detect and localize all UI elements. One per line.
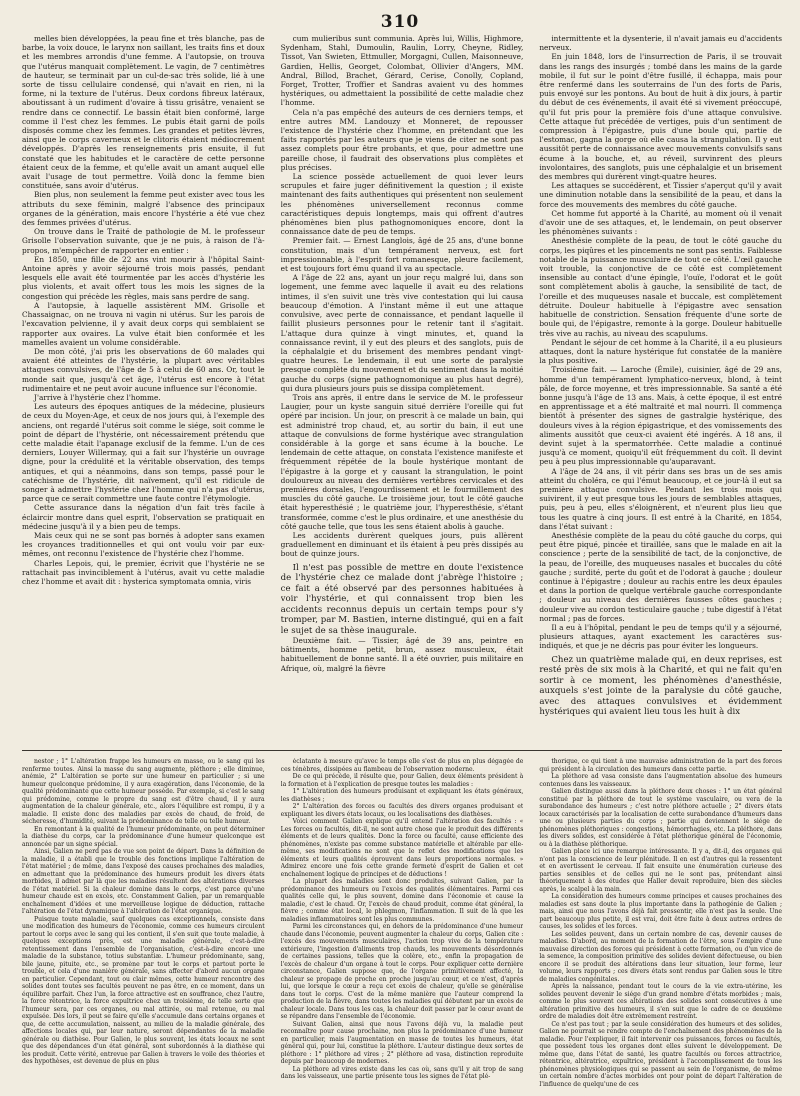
paragraph: Les accidents durèrent quelques jours, puis allèrent graduellement en diminuant et ils étaient à peu près dissipés au bout de quinze jours. — [280, 530, 524, 559]
paragraph: Anesthésie complète de la peau du côté gauche du corps, qui peut être piqué, pincée et tiraillée, sans que le malade en ait la conscience ; perte de la sensibilité de tact, de la conjonctive, de la peau, de l'oreille, des muqueuses nasales et buccales du côté gauche ; surdité, perte du goût et de l'odorat à gauche ; douleur continue à l'épigastre ; douleur au rachis entre les deux épaules et dans la portion de quelque vertébrale gauche correspondante ; douleur au niveau des dernières fausses côtes gauches ; douleur vive au cordon testiculaire gauche ; tube digestif à l'état normal ; pas de forces. — [539, 530, 782, 623]
paragraph: 2° L'altération des forces ou facultés des divers organes produisant et expliquant les divers états locaux, ou les localisations des diathèses. — [280, 803, 524, 818]
paragraph: Pendant le séjour de cet homme à la Charité, il a eu plusieurs attaques, dont la nature hystérique fut constatée de la manière la plus positive. — [539, 337, 782, 366]
paragraph: Cela n'a pas empêché des auteurs de ces derniers temps, et entre autres MM. Landouzy et Monneret, de repousser l'existence de l'hystérie chez l'homme, en prétendant que les faits rapportés par les auteurs que je viens de citer ne sont pas assez complets pour être probants, et que, pour admettre une pareille chose, il faudrait des observations plus complètes et plus précises. — [280, 107, 524, 172]
paragraph: Cette assurance dans la négation d'un fait très facile à éclaircir montre dans quel esprit, l'observation se pratiquait en médecine jusqu'à il y a bien peu de temps. — [22, 503, 265, 531]
paragraph: Les attaques se succédèrent, et Tissier s'aperçut qu'il y avait une diminution notable dans la sensibilité de la peau, et dans la force des mouvements des membres du côté gauche. — [539, 181, 782, 209]
paragraph: En juin 1848, lors de l'insurrection de Paris, il se trouvait dans les rangs des insurgés ; tombé dans les mains de la garde mobile, il fut sur le point d'être fusillé, il échappa, mais pour être renfermé dans les souterrains de l'un des forts de Paris, puis envoyé sur les pontons. Au bout de huit à dix jours, à partir du début de ces événements, il avait été si vivement préoccupé, qu'il fut pris pour la première fois d'une attaque convulsive. Cette attaque fut précédée de vertiges, puis d'un sentiment de compression à l'épigastre, puis d'une boule qui, partie de l'estomac, gagna la gorge où elle causa la strangulation. Il y eut aussitôt perte de connaissance avec mouvements convulsifs sans écume à la bouche, et, au réveil, survinrent des pleurs involontaires, des sanglots, puis une céphalalgie et un brisement des membres qui durèrent vingt-quatre heures. — [539, 52, 782, 182]
paragraph: Trois ans après, il entre dans le service de M. le professeur Laugier, pour un kyste sanguin situé derrière l'oreille qui fut opéré par incision. Un jour, on prescrit à ce malade un bain, qui est administré trop chaud, et, au sortir du bain, il eut une attaque de convulsions de forme hystérique avec strangulation considérable à la gorge et sans écume à la bouche. Le lendemain de cette attaque, on constata l'existence manifeste et fréquemment répétée de la boule hystérique montant de l'épigastre à la gorge et y causant la strangulation, le point douloureux au niveau des dernières vertèbres cervicales et des premières dorsales, l'engourdissement et le fourmillement des muscles du côté gauche. Le troisième jour, tout le côté gauche était hyperesthésié ; le quatrième jour, l'hyperesthésie, s'étant transformée, comme c'est le plus ordinaire, et une anesthésie du côté gauche telle, que tous les sens étaient abolis à gauche. — [280, 392, 524, 531]
paragraph: Puisque toute maladie, sauf quelques cas exceptionnels, consiste dans une modification des humeurs de l'économie, comme ces humeurs circulent partout le corps avec le sang qui les contient, il s'en suit que toute maladie, à quelques exceptions près, est une maladie générale, c'est-à-dire retentissement dans l'ensemble de l'organisation, c'est-à-dire encore une maladie de la substance, totius substantiæ. L'humeur prédominante, sang, bile jaune, pituite, etc., se promène par tout le corps et partout porte le trouble, et cela d'une manière générale, sans affecter d'abord aucun organe en particulier. Cependant, tout ou clair mêmes, cette humeur rencontre des solides dont toutes ses facultés peuvent ne pas être, en ce moment, dans un équilibre parfait. Chez l'un, la force attractive est en souffrance, chez l'autre, la force rétentrice, la force expultrice chez un troisième, de telle sorte que l'humeur sera, par ces organes, ou mal attirée, ou mal retenue, ou mal expulsée. Dès lors, il peut se faire qu'elle s'accumule dans certains organes et que, de cette accumulation, naissent, au milieu de la maladie générale, des affections locales qui, par leur nature, seront dépendantes de la maladie générale ou diathèse. Pour Galien, le plus souvent, les états locaux ne sont que des dépendances d'un état général, sont subordonnés à la diathèse qui les produit. Cette vérité, entrevue par Galien à travers le voile des théories et des hypothèses, est devenue de plus en plus — [22, 915, 265, 1065]
main-column-1 — [22, 34, 265, 746]
feuilleton-separator-rule — [22, 750, 782, 751]
paragraph: Les solides peuvent, dans un certain nombre de cas, devenir causes de maladies. D'abord, au moment de la formation de l'être, sous l'empire d'une mauvaise direction des forces qui président à cette formation, ou d'un vice de la semence, la composition primitive des solides devient défectueuse, ou bien encore il se produit des altérations dans leur situation, leur forme, leur volume, leurs rapports ; ces divers états sont rendus par Galien sous le titre de maladies congénitales. — [539, 930, 782, 983]
paragraph: Galien distingue aussi dans la pléthore deux choses : 1° un état général constitué par la pléthore de tout le système vasculaire, ou vera de la surabondance des humeurs ; c'est notre pléthore actuelle ; 2° divers états locaux caractérisés par la localisation de cette surabondance d'humeurs dans une ou plusieurs parties du corps ; partie qui deviennent le siége de phénomènes pléthoriques : congestions, hémorrhagies, etc. La pléthore, dans les divers solides, est considérée à l'état pléthorique général de l'économie, ou à la diathèse pléthorique. — [539, 788, 782, 848]
paragraph: Anesthésie complète de la peau, de tout le côté gauche du corps, les piqûres et les pincements ne sont pas sentis. Faiblesse notable de la puissance musculaire de tout ce côté. L'œil gauche voit trouble, la conjonctive de ce côté est complètement insensible au contact d'une épingle, l'ouïe, l'odorat et le goût sont complètement abolis à gauche, la sensibilité de tact, de l'oreille et des muqueuses nasale et buccale, est complètement détruite. Douleur habituelle à l'épigastre avec sensation habituelle de constriction. Sensation fréquente d'une sorte de boule qui, de l'épigastre, remonte à la gorge. Douleur habituelle très vive au rachis, au niveau des scapulums. — [539, 236, 782, 338]
paragraph: De ce qui précède, il résulte que, pour Galien, deux éléments président à la formation et à l'explication de presque toutes les maladies : — [280, 773, 524, 788]
paragraph: De mon côté, j'ai pris les observations de 60 malades qui avaient été atteintes de l'hystérie, la plupart avec véritables attaques convulsives, de l'âge de 5 à celui de 60 ans. Or, tout le monde sait que, jusqu'à cet âge, l'utérus est encore à l'état rudimentaire et ne peut avoir aucune influence sur l'économie. — [22, 346, 265, 393]
paragraph: Troisième fait. — Laroche (Émile), cuisinier, âgé de 29 ans, homme d'un tempérament lymphatico-nerveux, blond, à teint pâle, de force moyenne, et très impressionnable. Sa santé a été bonne jusqu'à l'âge de 13 ans. Mais, à cette époque, il est entré en apprentissage et a été maltraité et mal nourri. Il commença bientôt à présenter des signes de gastralgie hystérique, des douleurs vives à la région épigastrique, et des vomissements des aliments aussitôt que ceux-ci avaient été ingérés. A 18 ans, il devint sujet à la spermatorrhée. Cette maladie a continué jusqu'à ce moment, quoiqu'il eût fréquemment du coït. Il devint peu à peu plus impressionnable qu'auparavant. — [539, 365, 782, 467]
paragraph: J'arrive à l'hystérie chez l'homme. — [34, 392, 161, 402]
paragraph: nestor ; 1° L'altération frappe les humeurs en masse, ou le sang qui les renferme toutes. Ainsi la masse du sang augmente, pléthore ; elle diminue, anémie, 2° L'altération se porte sur une humeur en particulier ; si une humeur quelconque prédomine, il y aura exagération, dans l'économie, de la qualité prédominante que cette humeur possède. Par exemple, si c'est le sang qui prédomine, comme le propre du sang est d'être chaud, il y aura augmentation de la chaleur générale, etc., alors l'équilibre est rompu, il y a maladie. Il existe donc des maladies par excès de chaud, de froid, de sécheresse, d'humidité, suivant la prédominance de telle ou telle humeur. — [22, 758, 265, 825]
paragraph: A l'âge de 22 ans, ayant un jour reçu malgré lui, dans son logement, une femme avec laquelle il avait eu des relations intimes, il s'en suivit une très vive contestation qui lui causa beaucoup d'émotion. A l'instant même il eut une attaque convulsive, avec perte de connaissance, et pendant laquelle il faillit plusieurs personnes pour le retenir tant il s'agitait. L'attaque dura quinze à vingt minutes, et, quand la connaissance revint, il y eut des pleurs et des sanglots, puis de la céphalalgie et du brisement des membres pendant vingt-quatre heures. Le lendemain, il eut une sorte de paralysie presque complète du mouvement et du sentiment dans la moitié gauche du corps (signe pathognomonique au plus haut degré), qui dura plusieurs jours puis se dissipa complètement. — [280, 273, 524, 393]
paragraph: Il a eu à l'hôpital, pendant le peu de temps qu'il y a séjourné, plusieurs attaques, ayant exactement les caractères sus-indiqués, et que je ne décris pas pour éviter les longueurs. — [539, 623, 782, 651]
paragraph: En remontant à la qualité de l'humeur prédominante, on peut déterminer la diathèse du corps, car la prédominance d'une humeur quelconque est annoncée par un signe spécial. — [22, 825, 265, 848]
paragraph: Les auteurs des époques antiques de la médecine, plusieurs de ceux du Moyen-Age, et ceux de nos jours qui, à l'exemple des anciens, ont regardé l'utérus soit comme le siége, soit comme le point de départ de l'hystérie, ont nécessairement prétendu que cette maladie était l'apanage exclusif de la femme. L'un de ces derniers, Louyer Willermay, qui a fait sur l'hystérie un ouvrage digne, pour la crédulité et la véritable observation, des temps antiques, et qui a néanmoins, dans son temps, passé pour le catéchisme de l'hystérie, dit naïvement, qu'il est ridicule de songer à admettre l'hystérie chez l'homme qui n'a pas d'utérus, parce que ce serait commettre une faute contre l'étymologie. — [22, 402, 265, 504]
paragraph: Deuxième fait. — Tissier, âgé de 39 ans, peintre en bâtiments, homme petit, brun, assez musculeux, était habituellement de bonne santé. Il a été ouvrier, puis militaire en Afrique, où, malgré la fièvre — [280, 636, 524, 673]
paragraph: Mais ceux qui ne se sont pas bornés à adopter sans examen les croyances traditionnelles et qui ont voulu voir par eux-mêmes, ont reconnu l'existence de l'hystérie chez l'homme. — [22, 530, 265, 559]
feuilleton-column-3 — [539, 758, 782, 1088]
paragraph: 1° L'altération des humeurs produisant et expliquant les états généraux, les diathèses ; — [280, 788, 524, 803]
paragraph: La science possède actuellement de quoi lever leurs scrupules et faire juger définitivement la question ; il existe maintenant des faits authentiques qui présentent non seulement les phénomènes universellement reconnus comme caractéristiques depuis longtemps, mais qui offrent d'autres phénomènes bien plus pathognomoniques encore, dont la connaissance date de peu de temps. — [280, 172, 524, 237]
paragraph: On trouve dans le Traité de pathologie de M. le professeur Grisolle l'observation suivante, que je ne puis, à raison de l'à-propos, m'empêcher de rapporter en entier : — [22, 227, 265, 255]
paragraph: Après la naissance, pendant tout le cours de la vie extra-utérine, les solides peuvent devenir le siége d'un grand nombre d'états morbides ; mais, comme le plus souvent ces altérations des solides sont consécutives à une altération primitive des humeurs, il s'en suit que le cadre de ce deuxième ordre de maladies doit être extrêmement restreint. — [539, 983, 782, 1020]
main-column-2 — [281, 34, 524, 746]
paragraph: A l'âge de 24 ans, il vit périr dans ses bras un de ses amis atteint du choléra, ce qui l'émut beaucoup, et ce jour-là il eut sa première attaque convulsive. Pendant les trois mois qui suivirent, il y eut presque tous les jours de semblables attaques, puis, peu à peu, elles s'éloignèrent, et n'eurent plus lieu que tous les quatre à cinq jours. Il est entré à la Charité, en 1854, dans l'état suivant : — [539, 466, 782, 531]
paragraph: Suivant Galien, ainsi que nous l'avons déjà vu, la maladie peut reconnaître pour cause prochaine, non plus la prédominance d'une humeur en particulier, mais l'augmentation en masse de toutes les humeurs, état général qui, pour lui, constitue la pléthore. L'auteur distingue deux sortes de pléthore : 1° pléthore ad vires ; 2° pléthore ad vasa, distinction reproduite depuis par beaucoup de modernes. — [280, 1020, 524, 1065]
paragraph: thorique, ce qui tient à une mauvaise administration de la part des forces qui président à la circulation des humeurs dans cette partie. — [539, 758, 782, 773]
paragraph: Voici comment Galien explique qu'il entend l'altération des facultés : « Les forces ou facultés, dit-il, ne sont autre chose que le produit des différents éléments et de leurs qualités. Donc la force ou faculté, cause efficiente des phénomènes, n'existe pas comme substance matérielle et altérable par elle-même, ses modifications ne sont que le reflet des modifications que les éléments et leurs qualités éprouvent dans leurs proportions normales. » Admirez encore une fois cette grande fermeté d'esprit de Galien et cet enchaînement logique de principes et de déductions ! — [280, 818, 524, 878]
paragraph: La pléthore ad vires existe dans les cas où, sans qu'il y ait trop de sang dans les vaisseaux, une partie présente tous les signes de l'état plé- — [280, 1065, 524, 1080]
feuilleton-column-2 — [281, 758, 524, 1088]
paragraph: intermittente et la dysenterie, il n'avait jamais eu d'accidents nerveux. — [539, 34, 782, 53]
page-number: 310 — [380, 12, 420, 32]
main-text-columns — [22, 34, 782, 746]
paragraph: Charles Lepois, qui, le premier, écrivit que l'hystérie ne se rattachait pas invinciblement à l'utérus, avait vu cette maladie chez l'homme et avait dit : hysterica symptomata omnia, viris — [22, 558, 265, 586]
paragraph: Cet homme fut apporté à la Charité, au moment où il venait d'avoir une de ses attaques, et, le lendemain, on peut observer les phénomènes suivants : — [539, 208, 782, 237]
feuilleton-columns — [22, 758, 782, 1088]
paragraph: En 1850, une fille de 22 ans vint mourir à l'hôpital Saint-Antoine après y avoir séjourné trois mois passés, pendant lesquels elle avait été tourmentée par les accès d'hystérie les plus violents, et avait offert tous les mois les signes de la congestion qui précède les règles, mais sans perdre de sang. — [22, 254, 265, 301]
paragraph: melles bien développées, la peau fine et très blanche, pas de barbe, la voix douce, le larynx non saillant, les traits fins et doux et les membres arrondis d'une femme. A l'autopsie, on trouva que l'utérus manquait complètement. Le vagin, de 7 centimètres de hauteur, se terminait par un cul-de-sac très solide, lié à une sorte de tissu cellulaire condensé, qui n'avait en rien, ni la forme, ni la texture de l'utérus. Deux cordons fibreux latéraux, aboutissant à un rudiment d'ovaire à tissu grisâtre, venaient se rendre dans ce connectif. Le bassin était bien conformé, large comme il l'est chez les femmes. Le pubis était garni de poils disposés comme chez les femmes. Les grandes et petites lèvres, ainsi que le corps caverneux et le clitoris étaient médiocrement développés. D'après les renseignements pris ensuite, il fut constaté que les habitudes et le caractère de cette personne étaient ceux de la femme, et qu'elle avait un amant auquel elle avait l'usage de tout permettre. Voilà donc la femme bien constituée, sans avoir d'utérus. — [22, 34, 265, 191]
paragraph: Ainsi, Galien ne perd pas de vue son point de départ. Dans la définition de la maladie, il a établi que le trouble des fonctions implique l'altération de l'état matériel ; de même, dans l'exposé des causes prochaines des maladies, en admettant que la prédominance des humeurs produit les divers états morbides, il admet par là que les maladies résultent des altérations diverses de l'état matériel. Si la chaleur domine dans le corps, c'est parce qu'une humeur chaude est en excès, etc. Constamment Galien, par un remarquable enchaînement d'idées et une merveilleuse logique de déduction, rattache l'altération de l'état dynamique à l'altération de l'état organique. — [22, 848, 265, 915]
paragraph: Parmi les circonstances qui, en dehors de la prédominance d'une humeur chaude dans l'économie, peuvent augmenter la chaleur du corps, Galien cite : l'excès des mouvements musculaires, l'action trop vive de la température extérieure, l'ingestion d'aliments trop chauds, les mouvements désordonnés de certaines passions, telles que la colère, etc., enfin la propagation de l'excès de chaleur d'un organe à tout le corps. Pour expliquer cette dernière circonstance, Galien suppose que, de l'organe primitivement affecté, la chaleur se propage de proche en proche jusqu'au cœur, et ce n'est, d'après lui, que lorsque le cœur a reçu cet excès de chaleur, qu'elle se généralise dans tout le corps. C'est de la même manière que l'auteur comprend la production de la fièvre, dans toutes les maladies qui débutent par un excès de chaleur locale. Dans tous les cas, la chaleur doit passer par le cœur avant de se répandre dans l'ensemble de l'économie. — [280, 923, 524, 1020]
paragraph: La pléthore ad vasa consiste dans l'augmentation absolue des humeurs contenues dans les vaisseaux. — [539, 773, 782, 788]
paragraph: La plupart des maladies sont donc produites, suivant Galien, par la prédominance des humeurs ou l'excès des qualités élémentaires. Parmi ces qualités celle qui, le plus souvent, domine dans l'économie et cause la maladie, c'est le chaud. Or, l'excès de chaud produit, comme état général, la fièvre ; comme état local, le phlegmon, l'inflammation. Il suit de là que les maladies inflammatoires sont les plus communes. — [280, 878, 524, 923]
paragraph: cum mulieribus sunt communia. Après lui, Willis, Highmore, Sydenham, Stahl, Dumoulin, Raulin, Lorry, Cheyne, Ridley, Tissot, Van Swieten, Ettmuller, Morgagni, Cullen, Maisonneuve, Gardien, Hellis, Georget, Colombat, Ollivier d'Angers, MM. Andral, Billod, Brachet, Gérard, Cerise, Conolly, Copland, Forget, Trotter, Troffier et Sandras avaient vu des hommes hystériques, ou admettaient la possibilité de cette maladie chez l'homme. — [280, 34, 524, 108]
paragraph: Ce n'est pas tout ; par la seule considération des humeurs et des solides, Galien ne pourrait se rendre compte de l'enchaînement des phénomènes de la maladie. Pour l'expliquer, il fait intervenir ces puissances, forces ou facultés, que possèdent tous les organes dont elles suivent le développement. De même que, dans l'état de santé, les quatre facultés ou forces attractrice, rétentrice, altératrice, expultrice, président à l'accomplissement de tous les phénomènes physiologiques qui se passent au sein de l'organisme, de même un certain nombre d'actes morbides ont pour point de départ l'altération de l'influence de quelqu'une de ces — [539, 1020, 782, 1088]
paragraph: Chez un quatrième malade qui, en deux reprises, est resté près de six mois à la Charité, et qui ne fait qu'en sortir à ce moment, les phénomènes d'anesthésie, auxquels s'est jointe de la paralysie du côté gauche, avec des attaques convulsives et évidemment hystériques qui avaient lieu tous les huit à dix — [539, 654, 782, 718]
paragraph: Il n'est pas possible de mettre en doute l'existence de l'hystérie chez ce malade dont j'abrège l'histoire ; ce fait a été observé par des personnes habituées à voir l'hystérie, et qui connaissent trop bien les accidents reconnus depuis un certain temps pour s'y tromper, par M. Bastien, interne distingué, qui en a fait le sujet de sa thèse inaugurale. — [280, 562, 524, 636]
paragraph: Premier fait. — Ernest Langlois, âgé de 25 ans, d'une bonne constitution, mais d'un tempérament nerveux, est fort impressionnable, à l'esprit fort romanesque, pleure facilement, et est toujours fort ému quand il va au spectacle. — [280, 236, 524, 274]
feuilleton-column-1 — [22, 758, 265, 1088]
paragraph: Galien place ici une remarque intéressante. Il y a, dit-il, des organes qui n'ont pas la conscience de leur plénitude. Il en est d'autres qui la ressentent et en avertissent le cerveau. Il fait ensuite une énumération curieuse des parties sensibles et de celles qui ne le sont pas, prétendant ainsi théoriquement à des études que Haller devait reproduire, bien des siècles après, le scalpel à la main. — [539, 848, 782, 893]
paragraph: La considération des humeurs comme principes et causes prochaines des maladies est sans doute la plus importante dans la pathogénie de Galien ; mais, ainsi que nous l'avons déjà fait pressentir, elle n'est pas la seule. Une part beaucoup plus petite, il est vrai, doit être faite à deux autres ordres de causes, les solides et les forces. — [539, 893, 782, 930]
paragraph: A l'autopsie, à laquelle assistèrent MM. Grisolle et Chassaignac, on ne trouva ni vagin ni utérus. Sur les parois de l'excavation pelvienne, il y avait deux corps qui semblaient se rapporter aux ovaires. La vulve était bien conformée et les mamelles avaient un volume considérable. — [22, 300, 265, 347]
paragraph: Bien plus, non seulement la femme peut exister avec tous les attributs du sexe féminin, malgré l'absence des principaux organes de la génération, mais encore l'hystérie a été vue chez des femmes privées d'utérus. — [22, 190, 265, 228]
paragraph: éclatante à mesure qu'avec le temps elle s'est de plus en plus dégagée de ces ténèbres, dissipées au flambeau de l'observation moderne. — [280, 758, 524, 773]
main-column-3 — [539, 34, 782, 746]
